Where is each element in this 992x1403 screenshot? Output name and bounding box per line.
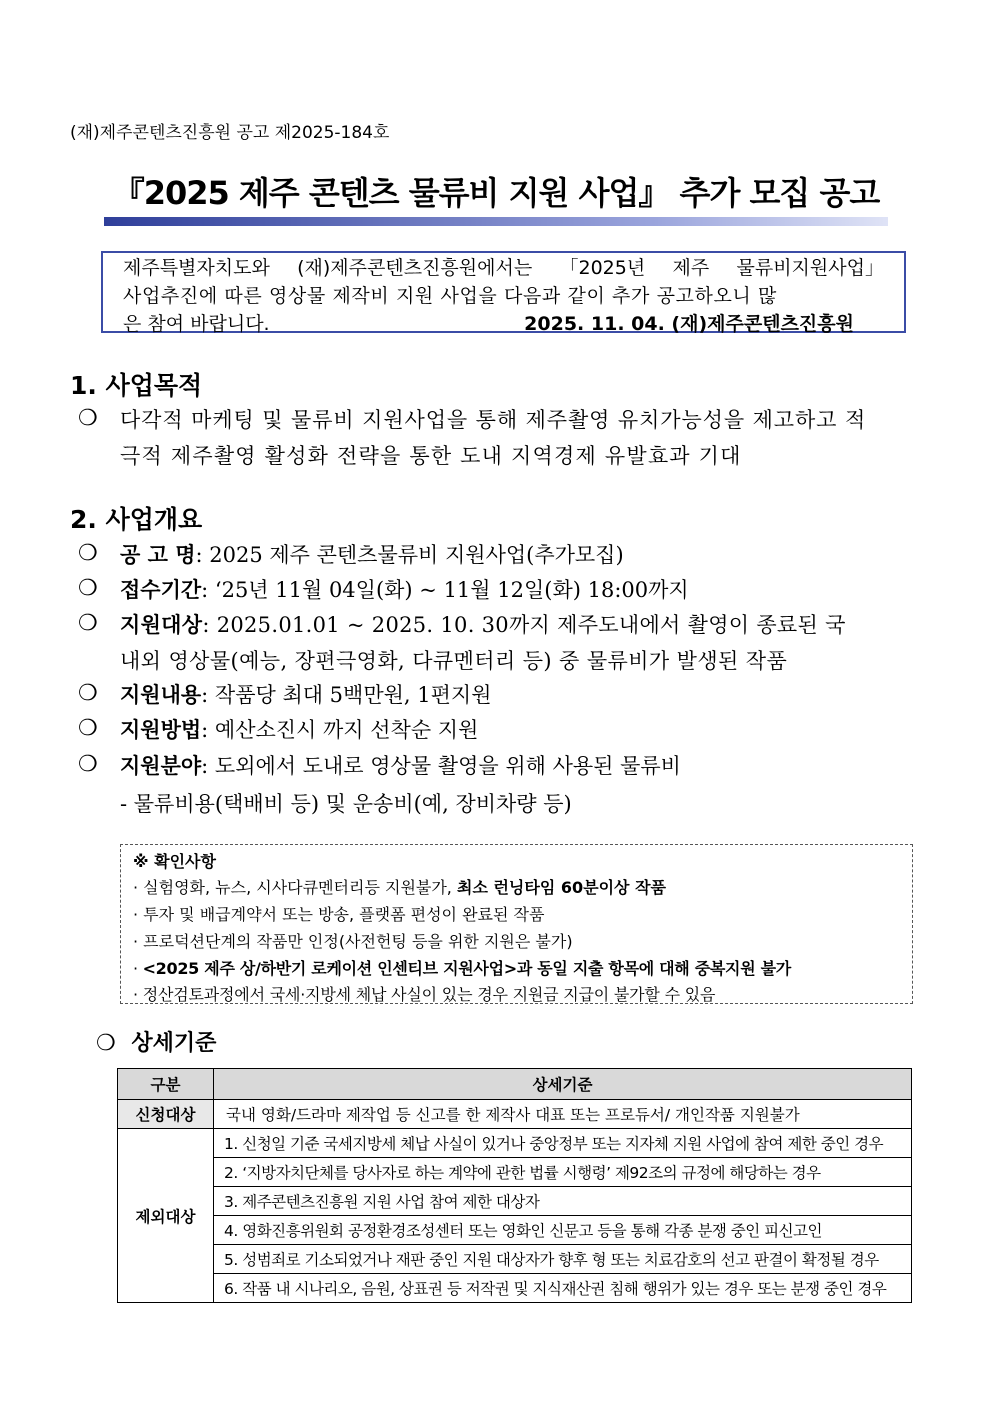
bullet-icon: ❍ [78,752,98,777]
overview-item-method [120,714,478,744]
bullet-icon: ❍ [78,576,98,601]
intro-line-3 [123,310,884,338]
bullet-icon: ❍ [78,716,98,741]
checklist-item-bold: 최소 런닝타임 60분이상 작품 [456,878,666,897]
overview-value: : 예산소진시 까지 선착순 지원 [201,718,479,742]
intro-word: (재)제주콘텐츠진흥원에서는 [297,257,533,279]
page-title: 『2025 제주 콘텐츠 물류비 지원 사업』 추가 모집 공고 [112,174,880,212]
table-header-row [118,1069,912,1100]
overview-item-target [120,609,846,639]
intro-line-3-text: 은 참여 바랍니다. [123,313,270,335]
table-row [118,1187,912,1216]
intro-line-2: 사업추진에 따른 영상물 제작비 지원 사업을 다음과 같이 추가 공고하오니 많 [123,285,777,307]
exclusion-item: 1. 신청일 기준 국세지방세 체납 사실이 있거나 중앙정부 또는 지자체 지원 사업에 참여 제한 중인 경우 [214,1129,912,1158]
table-row [118,1100,912,1129]
checklist-item [133,902,544,925]
table-header-category: 구분 [118,1069,214,1100]
table-row [118,1274,912,1303]
section-1-line-2: 극적 제주촬영 활성화 전략을 통한 도내 지역경제 유발효과 기대 [120,444,742,468]
overview-label: 지원분야 [120,753,202,778]
intro-word: 「2025년 [559,257,646,279]
intro-word: 물류비지원사업」 [736,257,884,279]
checklist-item [133,982,715,1005]
overview-item-field-continued: - 물류비용(택배비 등) 및 운송비(예, 장비차량 등) [120,792,572,816]
overview-item-name [120,539,624,569]
category-cell: 신청대상 [118,1100,214,1129]
section-1-heading: 1. 사업목적 [70,371,203,400]
overview-item-target-continued: 내외 영상물(예능, 장편극영화, 다큐멘터리 등) 중 물류비가 발생된 작품 [120,649,788,673]
overview-value: : 도외에서 도내로 영상물 촬영을 위해 사용된 물류비 [201,754,681,778]
intro-signature: 2025. 11. 04. (재)제주콘텐츠진흥원 [524,313,854,335]
bullet-icon: ❍ [78,406,98,431]
overview-label: 지원내용 [120,682,202,707]
exclusion-item: 4. 영화진흥위원회 공정환경조성센터 또는 영화인 신문고 등을 통해 각종 분쟁 중인 피신고인 [214,1216,912,1245]
overview-item-field [120,750,681,780]
bullet-icon: ❍ [78,681,98,706]
checklist-item [133,929,573,952]
bullet-icon: ❍ [78,611,98,636]
category-cell: 제외대상 [118,1129,214,1303]
overview-value: : ‘25년 11월 04일(화) ~ 11월 12일(화) 18:00까지 [201,578,689,602]
overview-value: : 작품당 최대 5백만원, 1편지원 [201,683,492,707]
intro-word: 제주특별자치도와 [123,257,270,279]
detail-heading [96,1026,216,1057]
overview-value: : 2025.01.01 ~ 2025. 10. 30까지 제주도내에서 촬영이 종료된 국 [202,613,846,637]
section-1-line-1: 다각적 마케팅 및 물류비 지원사업을 통해 제주촬영 유치가능성을 제고하고 적 [120,408,867,432]
checklist-item-text: · 투자 및 배급계약서 또는 방송, 플랫폼 편성이 완료된 작품 [133,905,545,924]
notice-number: (재)제주콘텐츠진흥원 공고 제2025-184호 [70,123,390,143]
bullet-icon: ❍ [78,541,98,566]
intro-word: 제주 [672,257,710,279]
checklist-item-text: · [133,959,143,978]
table-row [118,1216,912,1245]
detail-heading-text: 상세기준 [131,1031,217,1056]
overview-label: 공 고 명 [120,542,196,567]
checklist-item-text: · 실험영화, 뉴스, 시사다큐멘터리등 지원불가, [133,878,457,897]
checklist-item [133,956,791,979]
intro-line-1 [123,254,884,282]
checklist-title: ※ 확인사항 [133,852,216,871]
exclusion-item: 6. 작품 내 시나리오, 음원, 상표권 등 저작권 및 지식재산권 침해 행위가 있는 경우 또는 분쟁 중인 경우 [214,1274,912,1303]
title-underline-bar [104,217,888,226]
overview-label: 접수기간 [120,577,202,602]
intro-box [101,251,906,333]
bullet-icon: ❍ [96,1031,116,1056]
overview-item-content [120,679,491,709]
checklist-item-text: · 프로덕션단계의 작품만 인정(사전헌팅 등을 위한 지원은 불가) [133,932,573,951]
overview-value: : 2025 제주 콘텐츠물류비 지원사업(추가모집) [195,543,624,567]
exclusion-item: 5. 성범죄로 기소되었거나 재판 중인 지원 대상자가 향후 형 또는 치료감호의 선고 판결이 확정될 경우 [214,1245,912,1274]
exclusion-item: 2. ‘지방자치단체를 당사자로 하는 계약에 관한 법률 시행령’ 제92조의 규정에 해당하는 경우 [214,1158,912,1187]
table-row [118,1158,912,1187]
overview-item-period [120,574,689,604]
checklist-item-text: · 정산검토과정에서 국세·지방세 체납 사실이 있는 경우 지원금 지급이 불가할 수 있음 [133,985,716,1004]
checklist-box [120,844,913,1004]
section-2-heading: 2. 사업개요 [70,505,203,534]
overview-label: 지원대상 [120,612,203,637]
table-header-criteria: 상세기준 [214,1069,912,1100]
checklist-item-bold: <2025 제주 상/하반기 로케이션 인센티브 지원사업>과 동일 지출 항목에 대해 중복지원 불가 [142,959,791,978]
table-row [118,1245,912,1274]
table-row [118,1129,912,1158]
criteria-table [117,1068,912,1303]
exclusion-item: 3. 제주콘텐츠진흥원 지원 사업 참여 제한 대상자 [214,1187,912,1216]
checklist-item [133,875,666,898]
overview-label: 지원방법 [120,717,202,742]
criteria-cell: 국내 영화/드라마 제작업 등 신고를 한 제작사 대표 또는 프로듀서/ 개인작품 지원불가 [214,1100,912,1129]
